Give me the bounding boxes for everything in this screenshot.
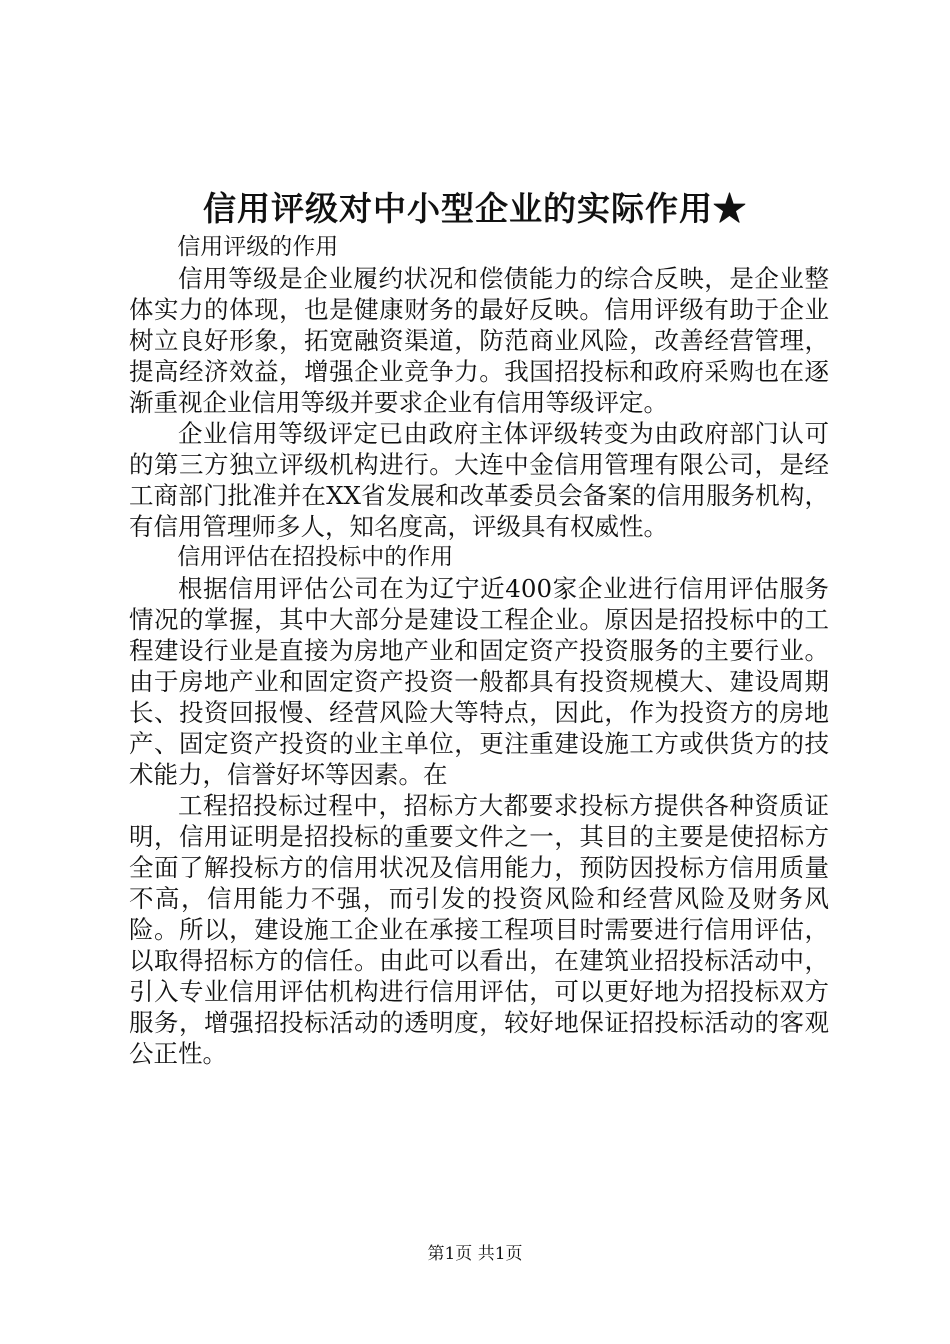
body-paragraph: 根据信用评估公司在为辽宁近400家企业进行信用评估服务情况的掌握，其中大部分是建设工程企业。原因是招投标中的工程建设行业是直接为房地产业和固定资产投资服务的主要行业。由于房地产业和固定资产投资一般都具有投资规模大、建设周期长、投资回报慢、经营风险大等特点，因此，作为投资方的房地产、固定资产投资的业主单位，更注重建设施工方或供货方的技术能力，信誉好坏等因素。在 [129,574,829,789]
section-heading: 信用评估在招投标中的作用 [177,544,454,570]
document-title: 信用评级对中小型企业的实际作用★ [203,189,747,228]
document-body [129,232,829,1069]
body-paragraph: 工程招投标过程中，招标方大都要求投标方提供各种资质证明，信用证明是招投标的重要文件之一，其目的主要是使招标方全面了解投标方的信用状况及信用能力，预防因投标方信用质量不高，信用能力不强，而引发的投资风险和经营风险及财务风险。所以，建设施工企业在承接工程项目时需要进行信用评估，以取得招标方的信任。由此可以看出，在建筑业招投标活动中，引入专业信用评估机构进行信用评估，可以更好地为招投标双方服务，增强招投标活动的透明度，较好地保证招投标活动的客观公正性。 [129,791,829,1068]
body-paragraph: 企业信用等级评定已由政府主体评级转变为由政府部门认可的第三方独立评级机构进行。大连中金信用管理有限公司，是经工商部门批准并在XX省发展和改革委员会备案的信用服务机构，有信用管理师多人，知名度高，评级具有权威性。 [129,419,829,541]
section-heading: 信用评级的作用 [177,234,339,260]
page-footer: 第1页 共1页 [427,1244,523,1264]
body-paragraph: 信用等级是企业履约状况和偿债能力的综合反映，是企业整体实力的体现，也是健康财务的最好反映。信用评级有助于企业树立良好形象，拓宽融资渠道，防范商业风险，改善经营管理，提高经济效益，增强企业竞争力。我国招投标和政府采购也在逐渐重视企业信用等级并要求企业有信用等级评定。 [129,264,829,417]
